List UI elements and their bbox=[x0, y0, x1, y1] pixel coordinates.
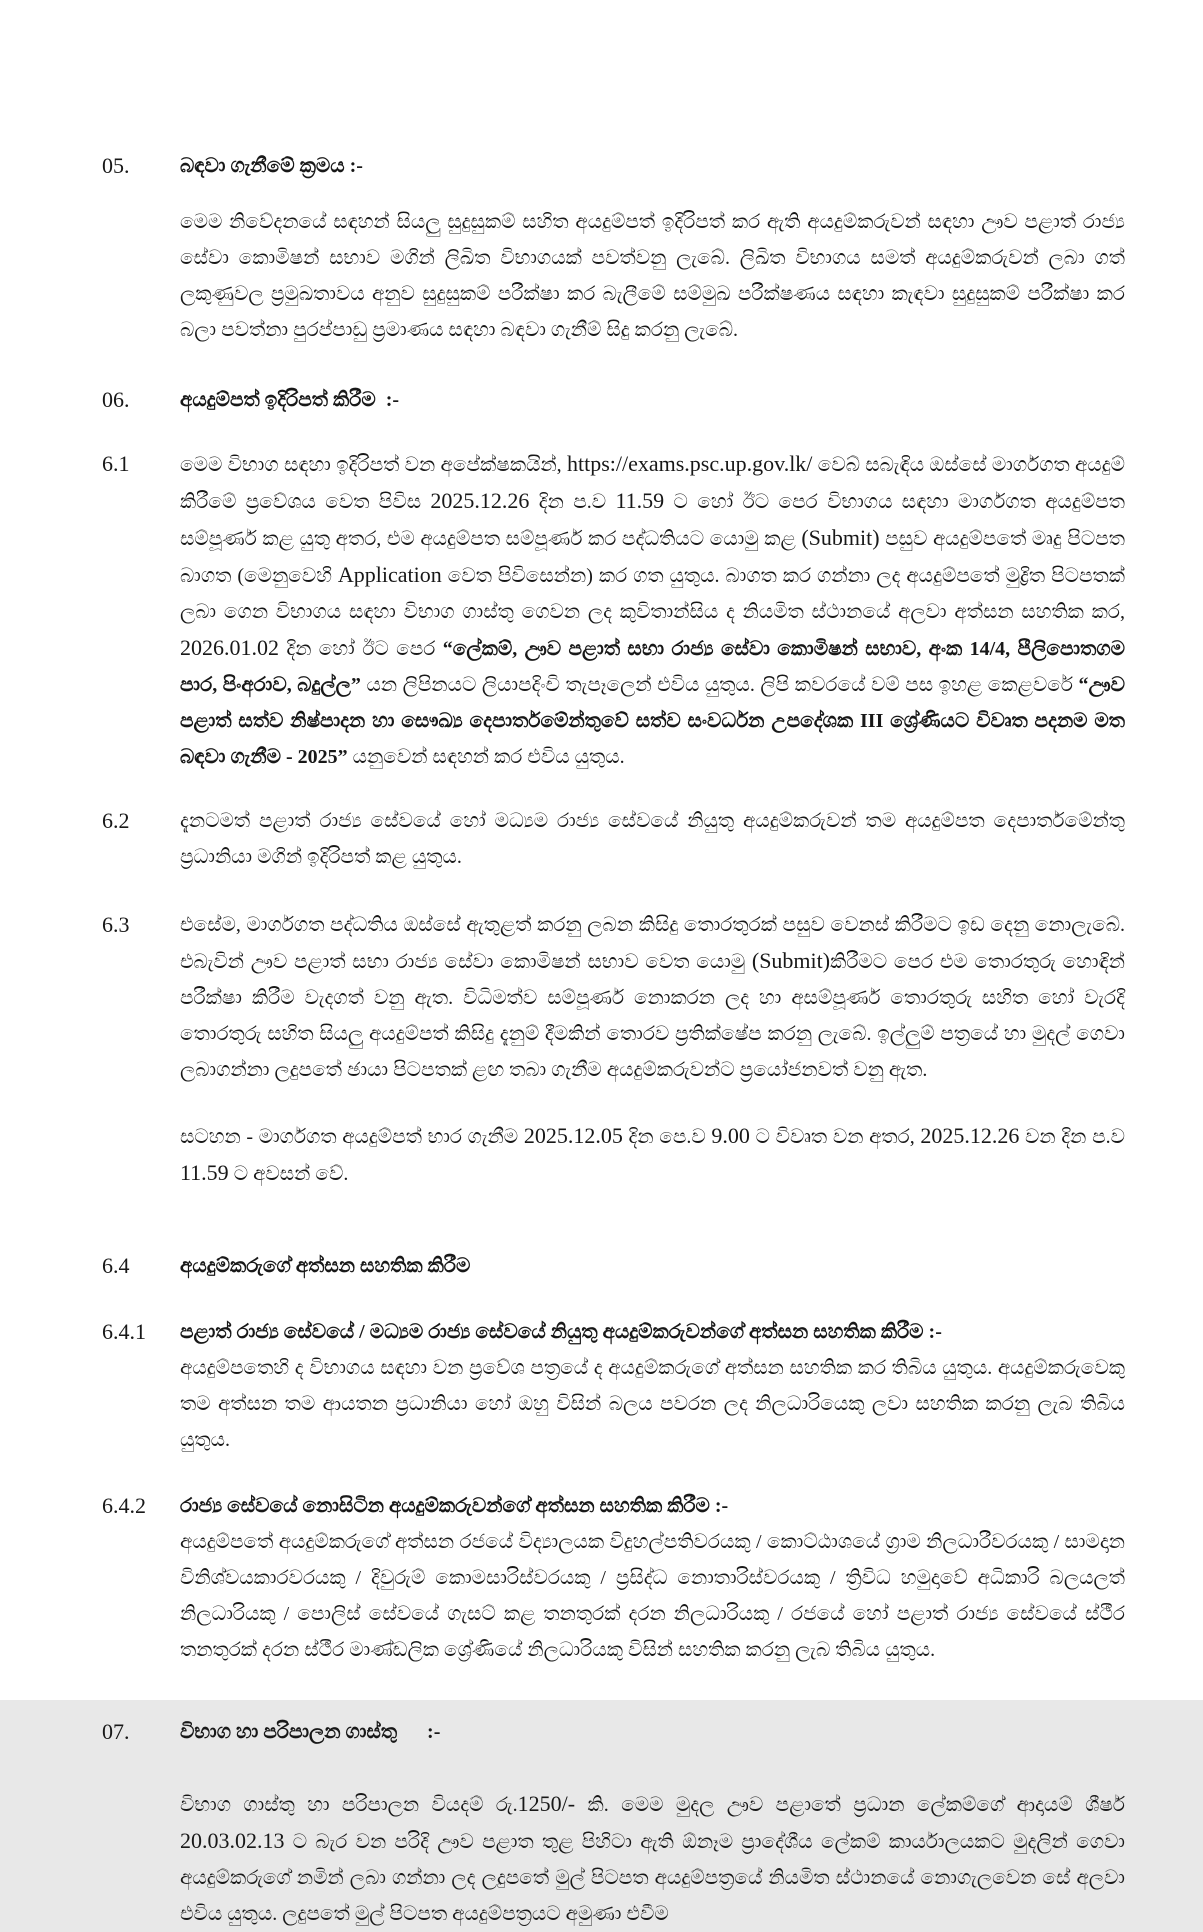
text-run: විභාග ගාස්තු හා පරිපාලන වියදම් රු. bbox=[180, 1794, 518, 1816]
text-run: වන දින ප.ව bbox=[1019, 1126, 1125, 1148]
section-number: 6.2 bbox=[102, 808, 130, 833]
latin-text-run: 11.59 bbox=[615, 488, 665, 513]
section-06-heading-row bbox=[102, 382, 1125, 418]
section-number: 05. bbox=[102, 153, 130, 178]
section-07-heading bbox=[180, 1714, 1125, 1750]
text-run: “ඌව පළාත් සත්ව නිෂ්පාදන හා සෞඛ්‍ය දෙපාර්තමේන්තුවේ සත්ව සංවර්ධන උපදේශක III ශ්‍රේණියට විවෘත පදනම මත බඳවා ගැනීම - 2025” bbox=[180, 674, 1125, 768]
text-run: ට හෝ ඊට පෙර විභාගය සඳහා මාර්ගගත අයදුම්පත සම්පූර්ණ කළ යුතු අතර, එම අයදුම්පත සම්පූර්ණ කර පද්ධතියට යොමු කළ bbox=[180, 491, 1125, 550]
latin-text-run: 2025.12.26 bbox=[920, 1123, 1020, 1148]
section-07-paragraph bbox=[180, 1786, 1125, 1932]
latin-text-run: 11.59 bbox=[180, 1160, 229, 1185]
text-run: බඳවා ගැනීමේ ක්‍රමය :- bbox=[180, 155, 363, 177]
text-run: මෙම විභාග සඳහා ඉදිරිපත් වන අපේක්ෂකයින්, bbox=[180, 454, 567, 476]
section-number: 07. bbox=[102, 1719, 130, 1744]
text-run: දැනටමත් පළාත් රාජ්‍ය සේවයේ හෝ මධ්‍යම රාජ්‍ය සේවයේ නියුතු අයදුම්කරුවන් තම අයදුම්පත දෙපාර්තමේන්තු ප්‍රධානියා මගින් ඉදිරිපත් කළ යුතුය. bbox=[180, 810, 1125, 868]
section-6-3-paragraph bbox=[180, 907, 1125, 1088]
latin-text-run: 2025.12.05 bbox=[523, 1123, 623, 1148]
text-run: ට බැර වන පරිදි ඌව පළාත තුළ පිහිටා ඇති ඕනෑම ප්‍රාදේශීය ලේකම් කාර්යාලයකට මුදලින් ගෙවා අයදුම්කරුගේ නමින් ලබා ගන්නා ලද ලදුපතේ මුල් පිටපත අයදුම්පත්‍රයේ නියමිත ස්ථානයේ නොගැලවෙන සේ අලවා එවිය යුතුය. ලදුපතේ මුල් පිටපත අයදුම්පත්‍රයට අමුණා එවීම bbox=[180, 1831, 1125, 1925]
section-05-paragraph bbox=[180, 204, 1125, 348]
section-number: 6.1 bbox=[102, 451, 130, 476]
section-number: 06. bbox=[102, 387, 130, 412]
section-07-paragraph-row bbox=[102, 1786, 1125, 1932]
section-6-1-row bbox=[102, 446, 1125, 775]
text-run: එසේම, මාර්ගගත පද්ධතිය ඔස්සේ ඇතුළත් කරනු ලබන කිසිදු තොරතුරක් පසුව වෙනස් කිරීමට ඉඩ දෙනු නොලැබේ. එබැවින් ඌව පළාත් සභා රාජ්‍ය සේවා කොමිෂන් සභාව වෙත යොමු bbox=[180, 914, 1125, 973]
text-run: යන ලිපිනයට ලියාපදිංචි තැපෑලෙන් එවිය යුතුය. ලිපි කවරයේ වම් පස ඉහළ කෙළවරේ bbox=[360, 674, 1079, 696]
online-application-note bbox=[180, 1118, 1125, 1192]
section-6-3-row bbox=[102, 907, 1125, 1088]
section-05-heading-row bbox=[102, 148, 1125, 184]
text-run: පළාත් රාජ්‍ය සේවයේ / මධ්‍යම රාජ්‍ය සේවයේ නියුතු අයදුම්කරුවන්ගේ අත්සන සහතික කිරීම :- bbox=[180, 1321, 942, 1343]
latin-text-run: (Submit) bbox=[801, 525, 880, 550]
latin-text-run: 20.03.02.13 bbox=[180, 1828, 285, 1853]
text-run: අයදුම්පත් ඉදිරිපත් කිරීම :- bbox=[180, 389, 400, 411]
text-run: කි. මෙම මුදල ඌව පළාතේ ප්‍රධාන ලේකම්ගේ ආදායම් ශීර්ෂ bbox=[575, 1794, 1125, 1816]
text-run: ට අවසන් වේ. bbox=[228, 1163, 349, 1185]
text-run: දින හෝ ඊට පෙර bbox=[279, 638, 443, 660]
text-run: රාජ්‍ය සේවයේ නොසිටින අයදුම්කරුවන්ගේ අත්සන සහතික කිරීම :- bbox=[180, 1495, 729, 1517]
text-run: කිරීමට පෙර එම තොරතුරු හොඳින් පරීක්ෂා කිරීම වැදගත් වනු ඇත. විධිමත්ව සම්පූර්ණ නොකරන ලද හා අසම්පූර්ණ තොරතුරු සහිත හෝ වැරදි තොරතුරු සහිත සියලු අයදුම්පත් කිසිදු දැනුම් දීමකින් තොරව ප්‍රතික්ෂේප කරනු ලැබේ. ඉල්ලුම් පත්‍රයේ හා මුදල් ගෙවා ලබාගන්නා ලදුපතේ ඡායා පිටපතක් ළඟ තබා ගැනීම අයදුම්කරුවන්ට ප්‍රයෝජනවත් වනු ඇත. bbox=[180, 951, 1125, 1081]
section-6-4-heading bbox=[180, 1248, 1125, 1284]
text-run: වෙබ් සබැඳිය ඔස්සේ මාර්ගගත අයදුම් කිරීමේ ප්‍රවේශය වෙත පිවිස bbox=[180, 454, 1126, 513]
section-6-4-1-heading bbox=[180, 1314, 1125, 1350]
text-run: අයදුම්පතෙහි ද විභාගය සඳහා වන ප්‍රවේශ පත්‍රයේ ද අයදුම්කරුගේ අත්සන සහතික කර තිබිය යුතුය. අයදුම්කරුවෙකු තම අත්සන තම ආයතන ප්‍රධානියා හෝ ඔහු විසින් බලය පවරන ලද නිලධාරියෙකු ලවා සහතික කරනු ලැබ තිබිය යුතුය. bbox=[180, 1357, 1125, 1451]
section-6-2-row bbox=[102, 803, 1125, 875]
section-6-4-2-row bbox=[102, 1488, 1125, 1668]
section-number: 6.4.2 bbox=[102, 1493, 146, 1518]
text-run: සටහන - මාර්ගගත අයදුම්පත් භාර ගැනීම bbox=[180, 1126, 524, 1148]
text-run: පසුව අයදුම්පතේ මෘදු පිටපත බාගත (මෙනුවෙහි bbox=[180, 528, 1125, 587]
section-6-4-2-paragraph bbox=[180, 1524, 1125, 1668]
text-run: විභාග හා පරිපාලන ගාස්තු :- bbox=[180, 1721, 441, 1743]
section-6-4-heading-row bbox=[102, 1248, 1125, 1284]
text-run: අයදුම්පතේ අයදුම්කරුගේ අත්සන රජයේ විද්‍යාලයක විදුහල්පතිවරයකු / කොට්ඨාශයේ ග්‍රාම නිලධාරීවරයකු / සාමදාන විනිශ්වයකාරවරයකු / දිවුරුම් කොමසාරිස්වරයකු / ප්‍රසිද්ධ නොතාරිස්වරයකු / ත්‍රිවිධ හමුදාවේ අධිකාරි බලයලත් නිලධාරියකු / පොලිස් සේවයේ ගැසට් කළ තනතුරක් දරන නිලධාරියකු / රජයේ හෝ පළාත් රාජ්‍ය සේවයේ ස්ථීර තනතුරක් දරන ස්ථීර මාණ්ඩලික ශ්‍රේණියේ නිලධාරියකු විසින් සහතික කරනු ලැබ තිබිය යුතුය. bbox=[180, 1531, 1125, 1661]
section-6-1-paragraph bbox=[180, 446, 1125, 775]
online-application-note-row bbox=[102, 1118, 1125, 1192]
latin-text-run: Application bbox=[337, 562, 442, 587]
latin-text-run: 9.00 bbox=[711, 1123, 750, 1148]
latin-text-run: 2026.01.02 bbox=[180, 635, 279, 660]
section-number: 6.3 bbox=[102, 912, 130, 937]
section-number: 6.4 bbox=[102, 1253, 130, 1278]
latin-text-run: https://exams.psc.up.gov.lk/ bbox=[566, 451, 813, 476]
text-run: යනුවෙන් සඳහන් කර එවිය යුතුය. bbox=[347, 746, 625, 768]
text-run: අයදුම්කරුගේ අත්සන සහතික කිරීම bbox=[180, 1255, 471, 1277]
section-06-heading bbox=[180, 382, 1125, 418]
section-number: 6.4.1 bbox=[102, 1319, 146, 1344]
latin-text-run: (Submit) bbox=[751, 948, 831, 973]
section-6-4-1-paragraph bbox=[180, 1350, 1125, 1458]
text-run: ට විවෘත වන අතර, bbox=[749, 1126, 921, 1148]
latin-text-run: 2025.12.26 bbox=[430, 488, 530, 513]
latin-text-run: 1250/- bbox=[517, 1791, 576, 1816]
section-6-2-paragraph bbox=[180, 803, 1125, 875]
section-6-4-2-heading bbox=[180, 1488, 1125, 1524]
text-run: මෙම නිවේදනයේ සඳහන් සියලු සුදුසුකම් සහිත අයදුම්පත් ඉදිරිපත් කර ඇති අයදුම්කරුවන් සඳහා ඌව පළාත් රාජ්‍ය සේවා කොමිෂන් සභාව මගින් ලිඛිත විභාගයක් පවත්වනු ලැබේ. ලිඛිත විභාගය සමත් අයදුම්කරුවන් ලබා ගත් ලකුණුවල ප්‍රමුඛතාවය අනුව සුදුසුකම් පරීක්ෂා කර බැලීමේ සම්මුඛ පරීක්ෂණය සඳහා කැඳවා සුදුසුකම් පරීක්ෂා කර බලා පවත්නා පුරප්පාඩු ප්‍රමාණය සඳහා බඳවා ගැනීම් සිදු කරනු ලැබේ. bbox=[180, 211, 1125, 341]
section-05-paragraph-row bbox=[102, 204, 1125, 348]
text-run: “ලේකම්, ඌව පළාත් සභා රාජ්‍ය සේවා කොමිෂන් සභාව, අංක 14/4, පීලිපොතගම පාර, පිංඅරාව, බදුල්ල” bbox=[180, 638, 1125, 696]
section-6-4-1-row bbox=[102, 1314, 1125, 1458]
text-run: දින ප.ව bbox=[529, 491, 616, 513]
section-05-heading bbox=[180, 148, 1125, 184]
text-run: වෙත පිවිසෙන්න) කර ගත යුතුය. බාගත කර ගන්නා ලද අයදුම්පතේ මුද්‍රිත පිටපතක් ලබා ගෙන විභාගය සඳහා විභාග ගාස්තු ගෙවන ලද කුවිතාන්සිය ද නියමිත ස්ථානයේ අලවා අත්සන සහතික කර, bbox=[180, 565, 1126, 623]
text-run: දින පෙ.ව bbox=[622, 1126, 712, 1148]
section-07-heading-row bbox=[102, 1714, 1125, 1750]
